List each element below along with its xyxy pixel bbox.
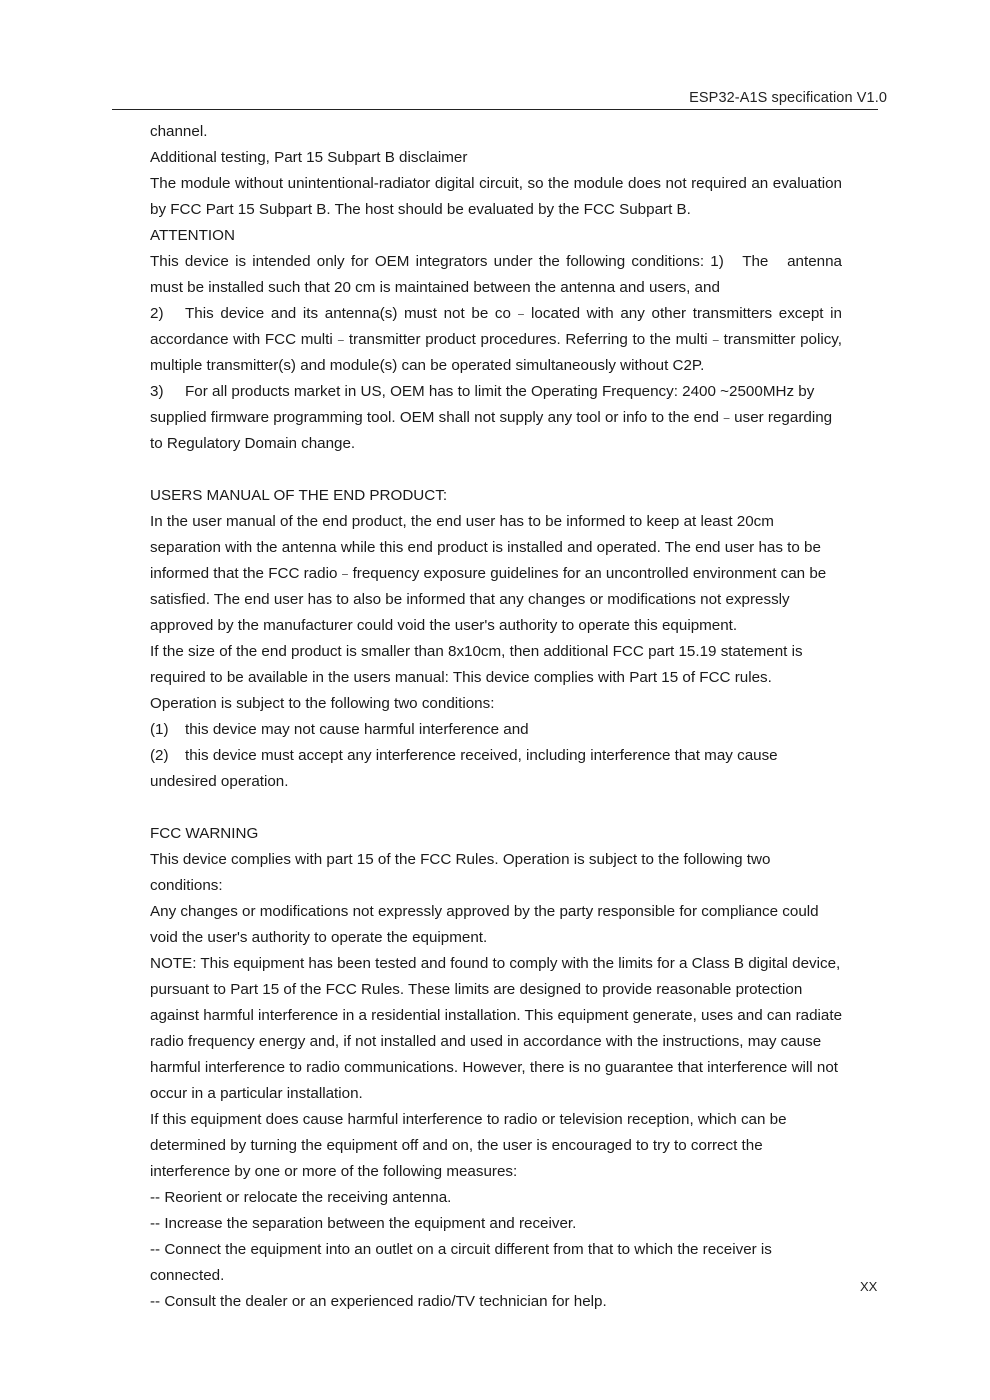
users-manual-item-1 [150,717,842,743]
condition-2-number: 2) [150,305,164,322]
users-manual-heading: USERS MANUAL OF THE END PRODUCT: [150,487,448,504]
users-manual-item-2-number: (2) [150,747,169,764]
subpart-b-paragraph: The module without unintentional-radiator digital circuit, so the module does not required an evaluation by FCC Part 15 Subpart B. The host should be evaluated by the FCC Subpart B. [150,175,842,218]
condition-2 [150,301,842,379]
fcc-warning-paragraph-2: Any changes or modifications not expressly approved by the party responsible for compliance could void the user's authority to operate the equipment. [150,903,819,946]
condition-3-number: 3) [150,383,164,400]
condition-2-text: This device and its antenna(s) must not be co﹣located with any other transmitters except in accordance with FCC multi﹣transmitter product procedures. Referring to the multi﹣transmitter policy, multiple transmitter(s) and module(s) can be operated simultaneously without C2P. [150,305,842,374]
paragraph-channel: channel. [150,123,208,140]
users-manual-item-1-number: (1) [150,721,169,738]
fcc-warning-heading: FCC WARNING [150,825,259,842]
measure-item: -- Increase the separation between the equipment and receiver. [150,1215,577,1232]
document-body [150,119,847,1315]
attention-paragraph: This device is intended only for OEM integrators under the following conditions: 1) The antenna must be installed such that 20 cm is maintained between the antenna and users, and [150,253,847,296]
fcc-warning-paragraph-1: This device complies with part 15 of the FCC Rules. Operation is subject to the following two conditions: [150,851,771,894]
users-manual-item-1-text: this device may not cause harmful interference and [185,721,529,738]
measure-item: -- Connect the equipment into an outlet on a circuit different from that to which the receiver is connected. [150,1241,772,1284]
measure-item: -- Reorient or relocate the receiving antenna. [150,1189,452,1206]
users-manual-item-2-text: this device must accept any interference received, including interference that may cause undesired operation. [150,747,778,790]
section-spacer [150,457,842,483]
page-header-title: ESP32-A1S specification V1.0 [689,90,887,106]
users-manual-paragraph-1: In the user manual of the end product, the end user has to be informed to keep at least 20cm separation with the antenna while this end product is installed and operated. The end user has to be informed that the FCC radio﹣frequency exposure guidelines for an uncontrolled environment can be satisfied. The end user has to also be informed that any changes or modifications not expressly approved by the manufacturer could void the user's authority to operate this equipment. [150,513,827,634]
fcc-warning-paragraph-4: If this equipment does cause harmful interference to radio or television reception, which can be determined by turning the equipment off and on, the user is encouraged to try to correct the interference by one or more of the following measures: [150,1111,787,1180]
subpart-b-heading: Additional testing, Part 15 Subpart B disclaimer [150,149,468,166]
users-manual-paragraph-2: If the size of the end product is smaller than 8x10cm, then additional FCC part 15.19 statement is required to be available in the users manual: This device complies with Part 15 of FCC rules. Operation is subject to the following two conditions: [150,643,803,712]
header-divider [112,109,878,110]
condition-3-text: For all products market in US, OEM has to limit the Operating Frequency: 2400 ~2500MHz by supplied firmware programming tool. OEM shall not supply any tool or info to the end﹣user regarding to Regulatory Domain change. [150,383,833,452]
condition-3 [150,379,842,457]
fcc-warning-note: NOTE: This equipment has been tested and found to comply with the limits for a Class B digital device, pursuant to Part 15 of the FCC Rules. These limits are designed to provide reasonable protection against harmful interference in a residential installation. This equipment generate, uses and can radiate radio frequency energy and, if not installed and used in accordance with the instructions, may cause harmful interference to radio communications. However, there is no guarantee that interference will not occur in a particular installation. [150,955,843,1102]
users-manual-item-2 [150,743,842,795]
attention-heading: ATTENTION [150,227,235,244]
measure-item: -- Consult the dealer or an experienced radio/TV technician for help. [150,1293,607,1310]
page-number: XX [860,1279,878,1294]
section-spacer [150,795,842,821]
